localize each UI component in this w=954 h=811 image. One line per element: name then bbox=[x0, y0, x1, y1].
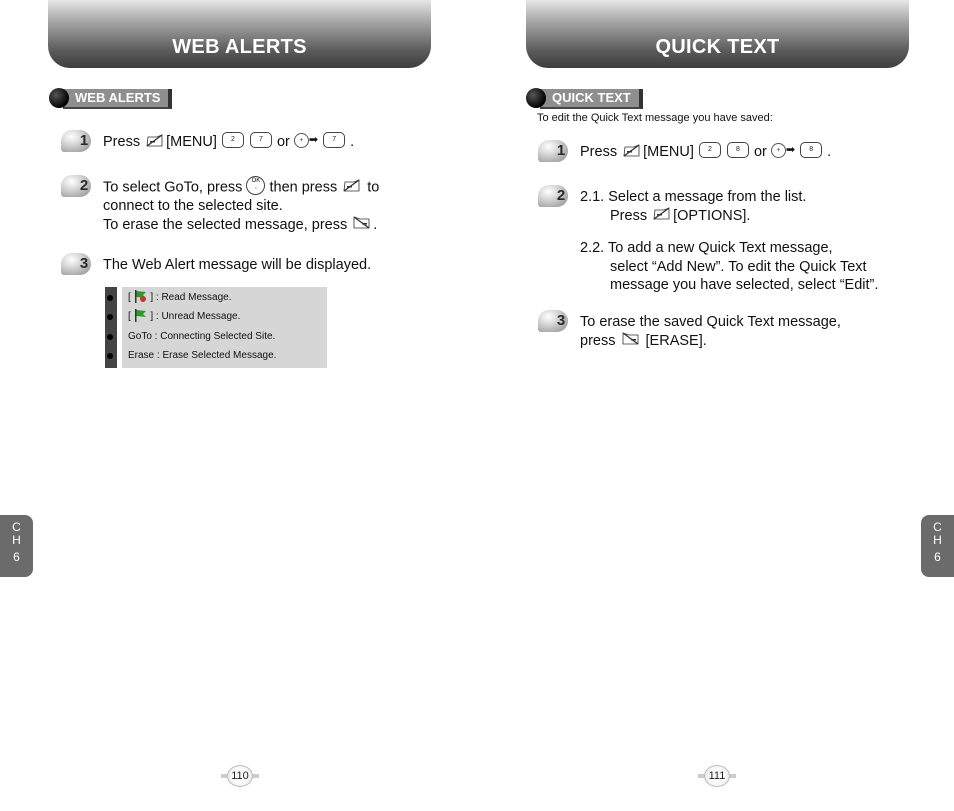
nav-key-icon: + bbox=[294, 133, 309, 148]
arrow-right-icon: ➡ bbox=[785, 144, 796, 156]
chapter-tab: C H 6 bbox=[0, 515, 33, 577]
key-2-icon: 2 bbox=[699, 142, 721, 158]
list-item: GoTo : Connecting Selected Site. bbox=[105, 327, 327, 346]
page-header bbox=[48, 0, 431, 68]
right-page bbox=[477, 0, 954, 811]
step-1-text: Press [MENU] 2 7 or + ➡ 7 . bbox=[103, 133, 354, 152]
list-item: [ ] : Read Message. bbox=[105, 288, 327, 307]
read-message-flag-icon bbox=[134, 290, 148, 303]
section-bullet-icon bbox=[49, 88, 69, 108]
step-3-text: The Web Alert message will be displayed. bbox=[103, 257, 372, 273]
arrow-right-icon: ➡ bbox=[308, 134, 319, 146]
list-item: Erase : Erase Selected Message. bbox=[105, 346, 327, 365]
page-number: 111 bbox=[704, 765, 730, 787]
left-softkey-icon bbox=[342, 178, 362, 193]
left-softkey-icon bbox=[652, 206, 672, 221]
step-2-text: To select GoTo, press OK ◦ then press to connect to the selected site. To erase the selected message, press . bbox=[103, 178, 380, 233]
section-tag-label: QUICK TEXT bbox=[540, 89, 643, 109]
step-1-text: Press [MENU] 2 8 or + ➡ 8 . bbox=[580, 143, 831, 162]
step-number-badge: 3 bbox=[61, 253, 91, 275]
step-number-badge: 1 bbox=[61, 130, 91, 152]
chapter-tab: C H 6 bbox=[921, 515, 954, 577]
section-bullet-icon bbox=[526, 88, 546, 108]
key-2-icon: 2 bbox=[222, 132, 244, 148]
step-3-text: To erase the saved Quick Text message, press [ERASE]. bbox=[580, 314, 841, 349]
key-8-icon: 8 bbox=[727, 142, 749, 158]
left-softkey-icon bbox=[622, 143, 642, 158]
page-number: 110 bbox=[227, 765, 253, 787]
unread-message-flag-icon bbox=[134, 309, 148, 322]
step-2-text: 2.1. Select a message from the list. Press [OPTIONS]. 2.2. To add a new Quick Text message, select “Add New”. To edit the Quick Text message you have selected, select “Edit”. bbox=[580, 189, 879, 293]
bullet-icon bbox=[107, 334, 113, 340]
step-number-badge: 3 bbox=[538, 310, 568, 332]
right-softkey-icon bbox=[352, 215, 372, 230]
left-softkey-icon bbox=[145, 133, 165, 148]
bullet-icon bbox=[107, 314, 113, 320]
ok-key-icon: OK ◦ bbox=[246, 176, 265, 195]
key-7-icon: 7 bbox=[250, 132, 272, 148]
note-box bbox=[105, 287, 327, 368]
key-7-icon: 7 bbox=[323, 132, 345, 148]
intro-text: To edit the Quick Text message you have saved: bbox=[537, 112, 773, 124]
section-tag-label: WEB ALERTS bbox=[63, 89, 172, 109]
nav-key-icon: + bbox=[771, 143, 786, 158]
bullet-icon bbox=[107, 353, 113, 359]
bullet-icon bbox=[107, 295, 113, 301]
step-number-badge: 2 bbox=[61, 175, 91, 197]
page-title: QUICK TEXT bbox=[655, 36, 780, 58]
right-softkey-icon bbox=[621, 331, 641, 346]
list-item: [ ] : Unread Message. bbox=[105, 307, 327, 326]
key-8-icon: 8 bbox=[800, 142, 822, 158]
page-header bbox=[526, 0, 909, 68]
step-number-badge: 1 bbox=[538, 140, 568, 162]
step-number-badge: 2 bbox=[538, 185, 568, 207]
page-title: WEB ALERTS bbox=[172, 36, 307, 58]
